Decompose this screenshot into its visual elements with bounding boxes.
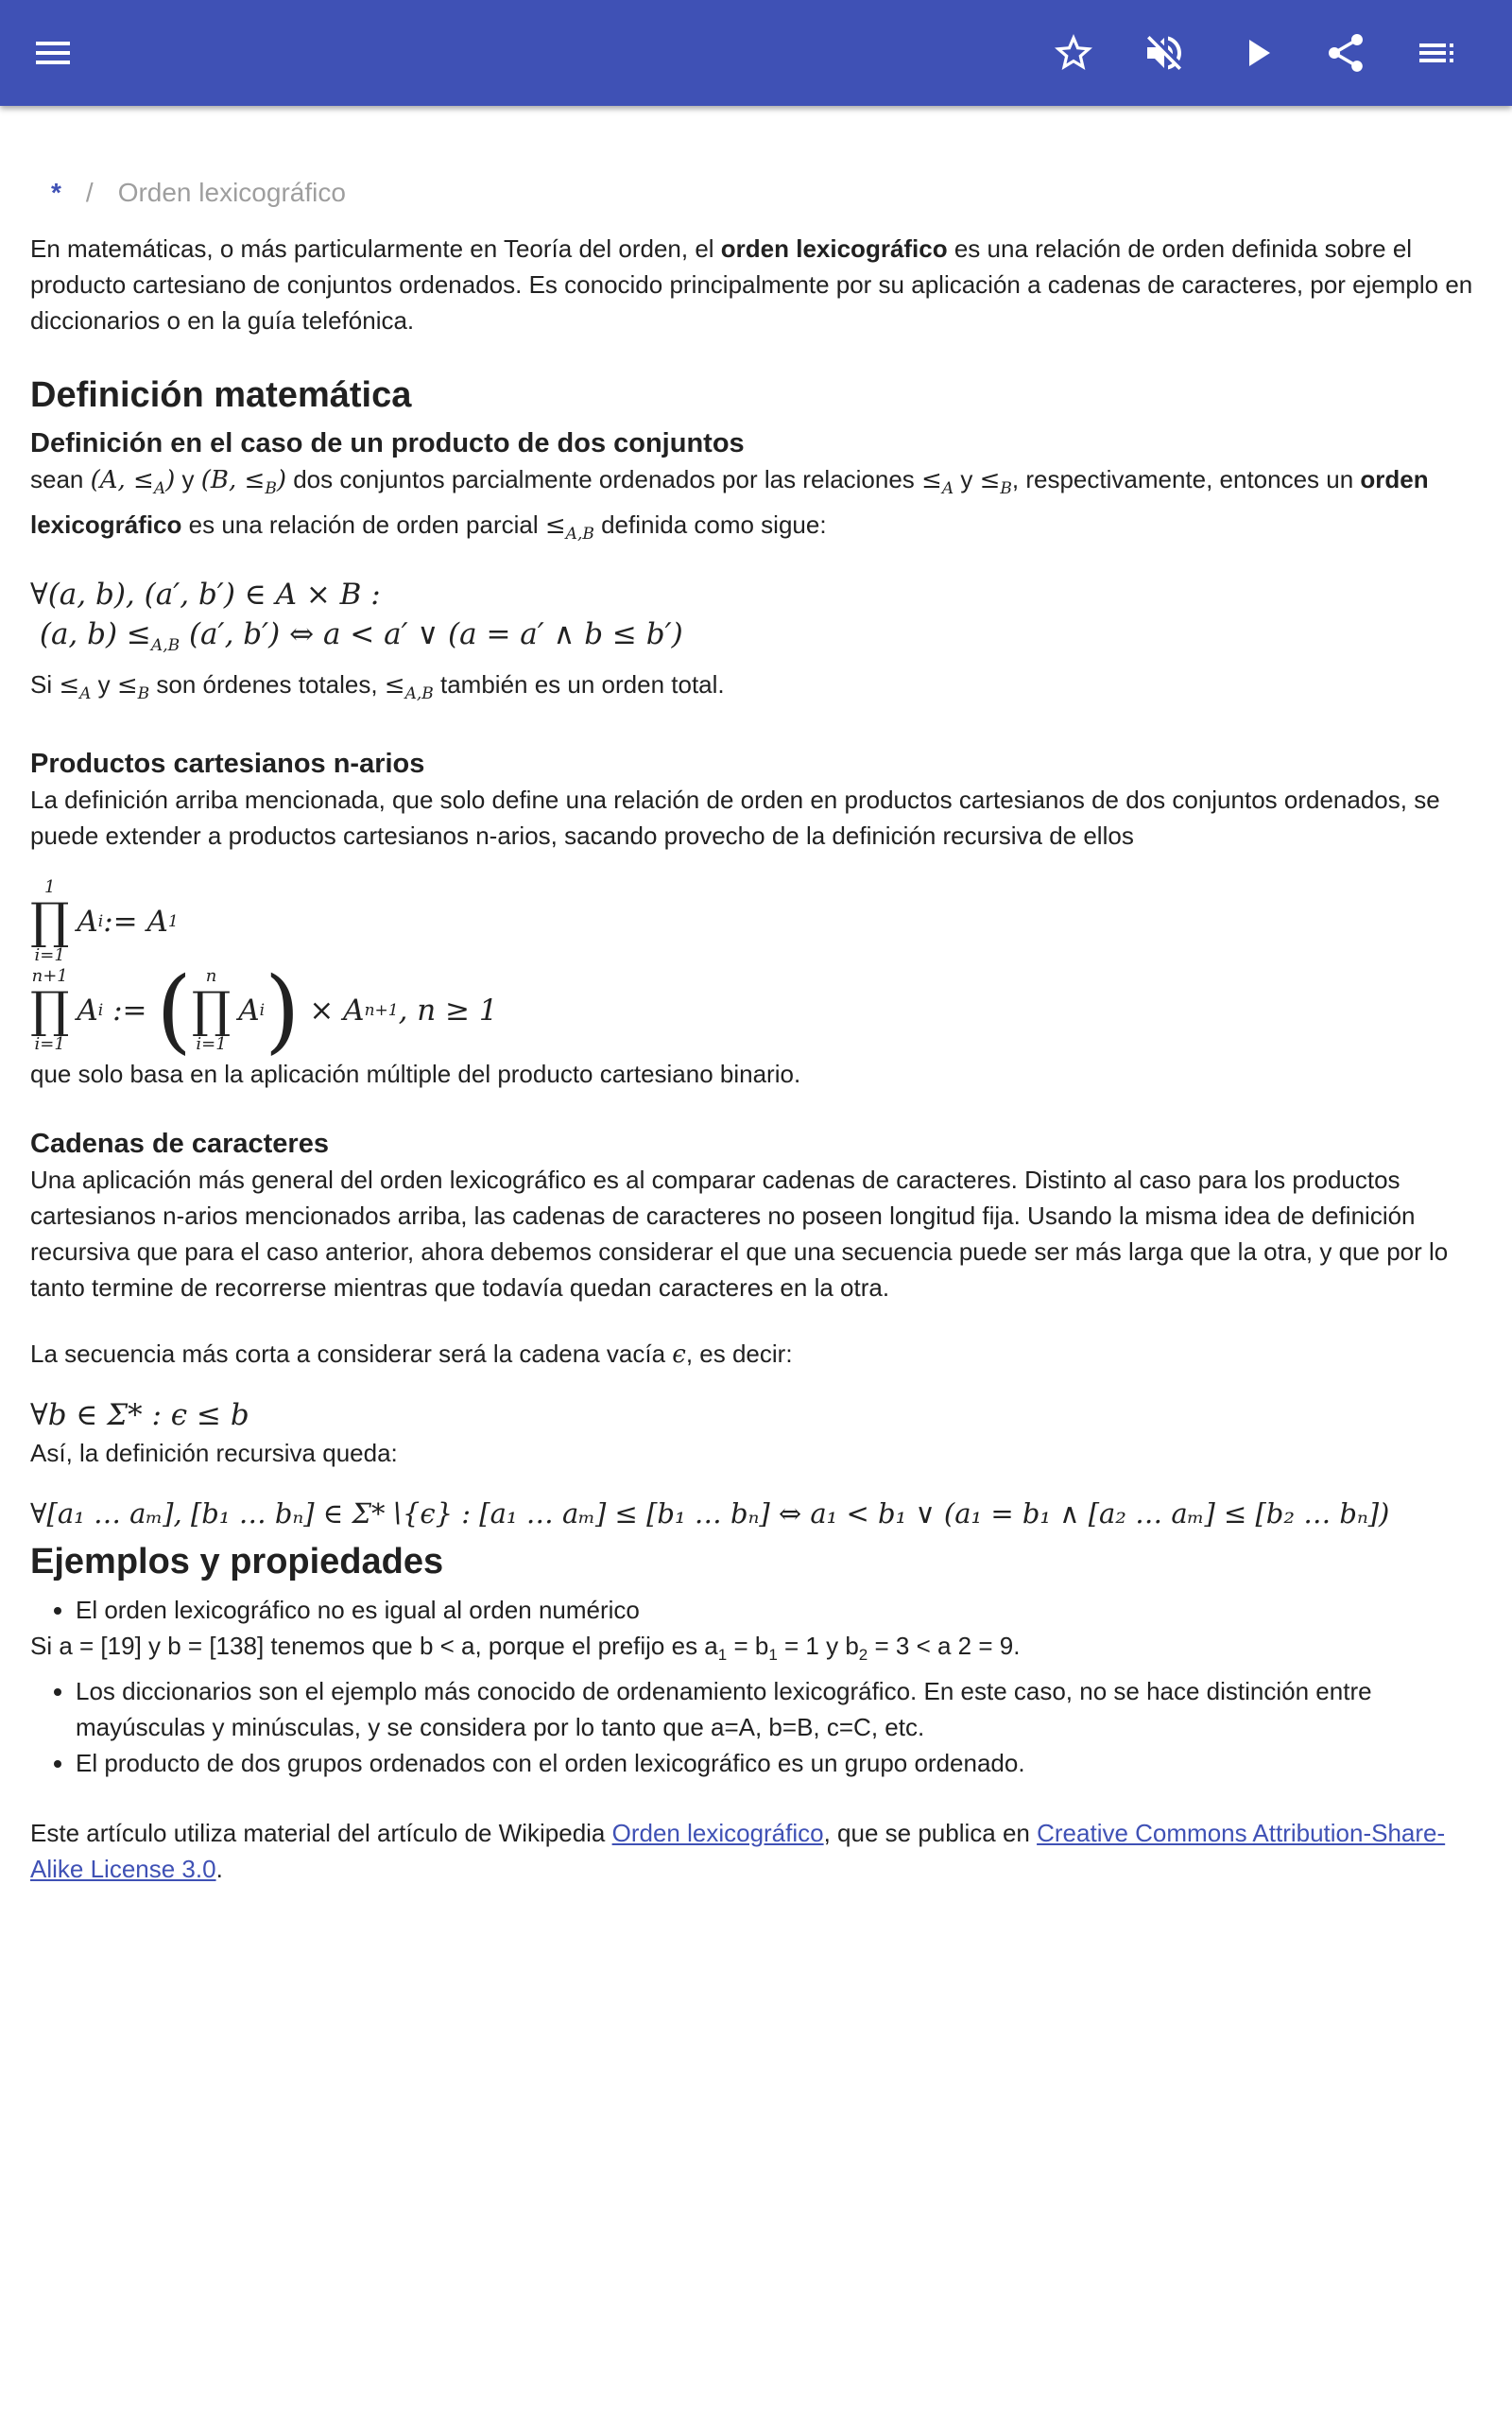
- math-inline: (A, $\le_A$): [90, 466, 176, 499]
- list-item: • El producto de dos grupos ordenados con el orden lexicográfico es un grupo ordenado.: [76, 1745, 1482, 1781]
- subsection-title-dos-conjuntos: Definición en el caso de un producto de dos conjuntos: [30, 428, 745, 458]
- text: La secuencia más corta a considerar será la cadena vacía: [30, 1339, 673, 1368]
- math-inline: (B, $\le_B$): [200, 466, 286, 499]
- examples-list: [30, 1592, 1482, 1628]
- intro-text-2: es una relación de orden definida sobre el producto cartesiano de conjuntos ordenados. Es conocido principalmente por su aplicación a cadenas de caracteres, por ejemplo en diccionarios o en la guía telefónica.: [30, 234, 1473, 335]
- examples-list-2: [30, 1673, 1482, 1781]
- text: , que se publica en: [823, 1818, 1038, 1847]
- text: sean: [30, 465, 91, 493]
- share-icon[interactable]: [1319, 26, 1372, 79]
- paragraph-n-arios: La definición arriba mencionada, que solo define una relación de orden en productos cartesianos de dos conjuntos ordenados, se puede extender a productos cartesianos n-arios, sacando provecho de la definición recursiva de ellos: [30, 785, 1440, 850]
- paragraph-sean: [30, 461, 1482, 552]
- section-title-definicion: Definición matemática: [30, 375, 412, 415]
- paragraph-example: Si a = [19] y b = [138] tenemos que b < a, porque el prefijo es $a_1 = b_1 = 1$ y $b_2 = 3 < a$ 2 = 9.: [30, 1631, 1021, 1664]
- math-inline: $\le_A$: [59, 670, 92, 703]
- volume-off-icon[interactable]: [1138, 26, 1191, 79]
- text: dos conjuntos parcialmente ordenados por las relaciones: [285, 465, 922, 493]
- section-title-ejemplos: Ejemplos y propiedades: [30, 1541, 444, 1582]
- math-inline: $\le_B$: [116, 670, 150, 703]
- math-inline: $\le_B$: [979, 466, 1012, 499]
- formula-product-base: 1 ∏ i=1 A i := A 1: [30, 876, 179, 965]
- footer-attribution: [30, 1815, 1482, 1887]
- star-icon[interactable]: [1047, 26, 1100, 79]
- text: .: [215, 1854, 223, 1883]
- license-link[interactable]: Creative Commons Attribution-Share-Alike License 3.0: [30, 1818, 1446, 1883]
- text: y: [954, 465, 980, 493]
- formula-lex-order: (a, $b) \le_{A,B}$ (a′, b′) ⇔ a < a′ ∨ (a = a′ ∧ b ≤ b′): [39, 617, 683, 656]
- text: y: [91, 669, 117, 699]
- menu-icon[interactable]: [26, 26, 79, 79]
- math-inline: $\le_A$: [921, 466, 954, 499]
- text: y: [175, 465, 201, 493]
- paragraph-asi: Así, la definición recursiva queda:: [30, 1438, 398, 1467]
- math-inline: ϵ: [672, 1340, 686, 1369]
- breadcrumb: [51, 164, 1482, 221]
- play-icon[interactable]: [1230, 26, 1283, 79]
- paragraph-aplicacion-multiple: que solo basa en la aplicación múltiple del producto cartesiano binario.: [30, 1059, 801, 1088]
- text: Si: [30, 669, 60, 699]
- text: , es decir:: [685, 1339, 793, 1368]
- app-bar: [0, 0, 1512, 106]
- subsection-title-cadenas: Cadenas de caracteres: [30, 1128, 329, 1159]
- list-item: • Los diccionarios son el ejemplo más conocido de ordenamiento lexicográfico. En este caso, no se hace distinción entre mayúsculas y minúsculas, y se considera por lo tanto que a=A, b=B, c=C, etc.: [76, 1673, 1482, 1745]
- wikipedia-link[interactable]: Orden lexicográfico: [611, 1818, 824, 1847]
- math-inline: $\le_{A,B}$: [544, 511, 594, 544]
- list-item: • El orden lexicográfico no es igual al orden numérico: [76, 1592, 1482, 1628]
- formula-product-recursive: n+1 ∏ i=1 A i := ( n ∏ i=1 A i ) × A n+1 , n ≥ 1: [30, 957, 498, 1063]
- breadcrumb-separator: /: [85, 178, 94, 207]
- formula-empty-string: ∀b ∈ Σ* : ϵ ≤ b: [30, 1397, 249, 1432]
- text: también es un orden total.: [433, 669, 725, 699]
- text: definida como sigue:: [593, 510, 827, 540]
- text: Este artículo utiliza material del artículo de Wikipedia: [30, 1818, 612, 1847]
- intro-paragraph: [30, 231, 1482, 338]
- subsection-title-n-arios: Productos cartesianos n-arios: [30, 748, 425, 779]
- formula-forall-pairs: ∀(a, b), (a′, b′) ∈ A × B :: [30, 578, 381, 613]
- text: , respectivamente, entonces un: [1011, 465, 1361, 493]
- toc-icon[interactable]: [1410, 26, 1463, 79]
- paragraph-secuencia-corta: [30, 1336, 1482, 1373]
- text: son órdenes totales,: [149, 669, 385, 699]
- breadcrumb-home[interactable]: *: [51, 178, 61, 207]
- text: es una relación de orden parcial: [181, 510, 545, 540]
- paragraph-orden-total: [30, 666, 1482, 712]
- bold-term: orden lexicográfico: [30, 465, 1429, 540]
- intro-bold: orden lexicográfico: [720, 234, 948, 263]
- breadcrumb-current: Orden lexicográfico: [117, 178, 346, 207]
- math-inline: $\le_{A,B}$: [384, 670, 434, 703]
- formula-recursive-strings: ∀[a₁ … aₘ], [b₁ … bₙ] ∈ Σ*∖{ϵ} : [a₁ … aₘ] ≤ [b₁ … bₙ] ⇔ a₁ < b₁ ∨ (a₁ = b₁ ∧ [a₂ … aₘ] ≤ [b₂ … bₙ]): [30, 1496, 1390, 1530]
- paragraph-cadenas: Una aplicación más general del orden lexicográfico es al comparar cadenas de caracteres. Distinto al caso para los productos cartesianos n-arios mencionados arriba, las cadenas de caracteres no poseen longitud fija. Usando la misma idea de definición recursiva que para el caso anterior, ahora debemos considerar el que una secuencia puede ser más larga que la otra, y que por lo tanto termine de recorrerse mientras que todavía quedan caracteres en la otra.: [30, 1165, 1449, 1302]
- article-content: [30, 161, 1482, 1887]
- intro-text-1: En matemáticas, o más particularmente en Teoría del orden, el: [30, 234, 721, 263]
